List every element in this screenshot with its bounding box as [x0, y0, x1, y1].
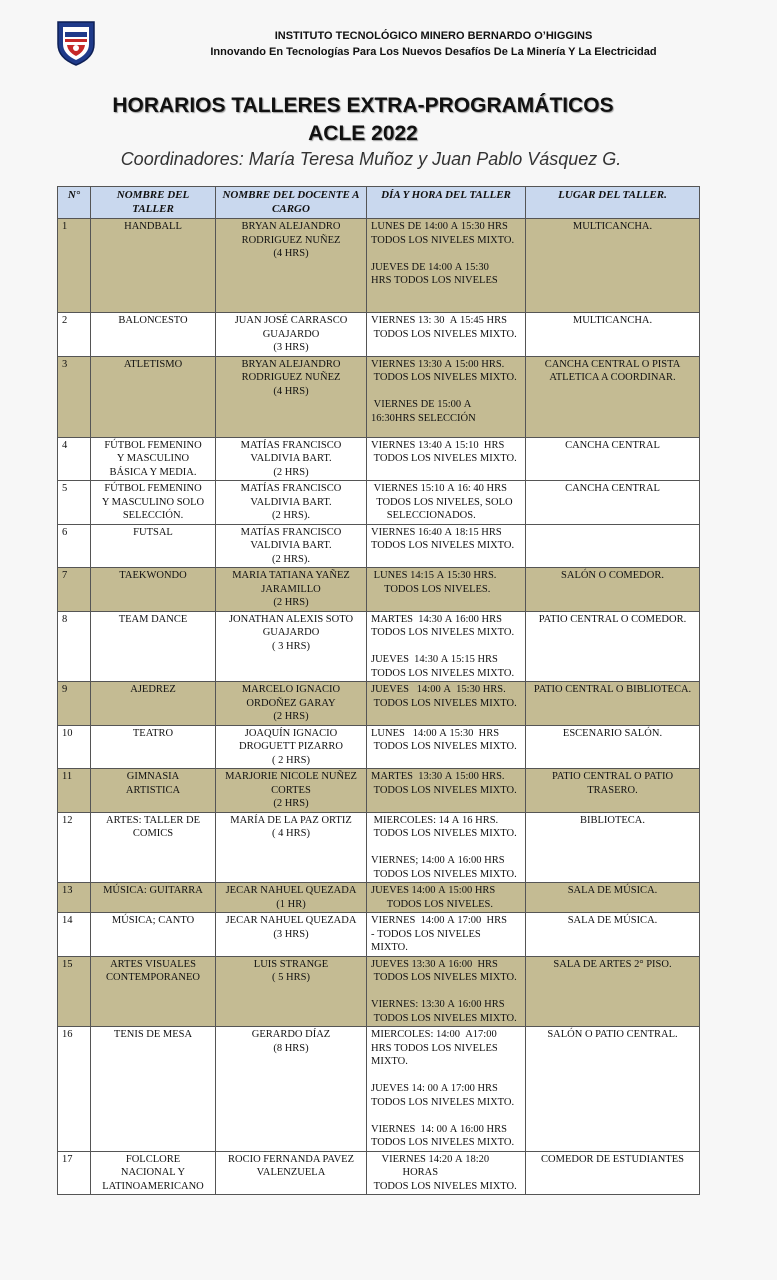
row-number-line: 11 — [62, 771, 73, 782]
teacher-name — [216, 611, 367, 682]
table-row — [58, 682, 700, 726]
workshop-name-line: COMICS — [132, 828, 174, 839]
row-number — [58, 1027, 91, 1152]
teacher-name-line: MARJORIE NICOLE NUÑEZ — [225, 771, 357, 782]
schedule-time-line: TODOS LOS NIVELES MIXTO. — [371, 868, 517, 880]
schedule-time — [367, 725, 526, 769]
row-number — [58, 356, 91, 437]
schedule-time-line: TODOS LOS NIVELES MIXTO. — [371, 453, 517, 464]
workshop-place — [526, 1151, 700, 1195]
teacher-name-line: (2 HRS) — [273, 597, 309, 608]
workshop-name-line: FÚTBOL FEMENINO — [104, 439, 202, 451]
workshop-name — [91, 1027, 216, 1152]
table-row — [58, 1151, 700, 1195]
row-number-line: 15 — [62, 958, 73, 970]
schedule-time — [367, 356, 526, 437]
row-number-line: 9 — [62, 684, 68, 695]
schedule-time — [367, 682, 526, 726]
schedule-time-line: TODOS LOS NIVELES MIXTO. — [371, 784, 517, 796]
row-number — [58, 568, 91, 612]
row-number — [58, 883, 91, 913]
schedule-time-line: JUEVES 14:00 A 15:30 HRS. — [371, 684, 506, 695]
workshop-place-line: TRASERO. — [587, 784, 638, 796]
workshop-place — [526, 524, 700, 568]
teacher-name-line: ROCIO FERNANDA PAVEZ — [227, 1153, 355, 1165]
teacher-name — [216, 1151, 367, 1195]
workshop-name-line: BALONCESTO — [118, 315, 188, 326]
teacher-name-line: JARAMILLO — [261, 583, 321, 595]
schedule-table — [57, 186, 700, 1195]
workshop-place-line: PATIO CENTRAL O BIBLIOTECA. — [533, 684, 692, 695]
workshop-name-line: ATLETISMO — [123, 358, 183, 370]
workshop-place — [526, 769, 700, 813]
workshop-name-line: BÁSICA Y MEDIA. — [109, 466, 197, 478]
page-title: HORARIOS TALLERES EXTRA-PROGRAMÁTICOS — [112, 94, 614, 117]
teacher-name — [216, 1027, 367, 1152]
workshop-place — [526, 956, 700, 1027]
schedule-time-line: TODOS LOS NIVELES MIXTO. — [371, 234, 515, 246]
row-number — [58, 956, 91, 1027]
header-num: N° — [58, 187, 91, 219]
teacher-name-line: BRYAN ALEJANDRO — [241, 358, 341, 370]
teacher-name-line: DROGUETT PIZARRO — [239, 741, 343, 752]
table-row — [58, 956, 700, 1027]
schedule-time-line: - TODOS LOS NIVELES — [371, 928, 481, 940]
schedule-time-line: MIERCOLES: 14:00 A17:00 — [371, 1029, 497, 1040]
teacher-name-line: GUAJARDO — [262, 328, 320, 340]
schedule-time-line: MIXTO. — [371, 942, 408, 953]
header-workshop-name: NOMBRE DEL TALLER — [91, 187, 216, 219]
schedule-time — [367, 1151, 526, 1195]
schedule-time — [367, 812, 526, 883]
header-place: LUGAR DEL TALLER. — [526, 187, 700, 219]
row-number — [58, 682, 91, 726]
teacher-name — [216, 682, 367, 726]
row-number — [58, 524, 91, 568]
workshop-name-line: ARTES: TALLER DE — [106, 814, 200, 826]
schedule-time-line: TODOS LOS NIVELES MIXTO. — [371, 697, 517, 709]
header-teacher: NOMBRE DEL DOCENTE A CARGO — [216, 187, 367, 219]
workshop-place-line: CANCHA CENTRAL O PISTA — [544, 358, 681, 370]
schedule-time-line: VIERNES 16:40 A 18:15 HRS — [371, 526, 502, 538]
teacher-name — [216, 956, 367, 1027]
schedule-time-line: VIERNES 14: 00 A 16:00 HRS — [371, 1123, 507, 1135]
workshop-name — [91, 313, 216, 357]
teacher-name — [216, 437, 367, 481]
teacher-name-line: (8 HRS) — [273, 1042, 309, 1054]
row-number-line: 6 — [62, 526, 68, 538]
workshop-name — [91, 913, 216, 957]
teacher-name-line: GUAJARDO — [262, 627, 320, 638]
schedule-time-line: VIERNES 15:10 A 16: 40 HRS — [371, 483, 507, 494]
teacher-name-line: ( 2 HRS) — [272, 754, 310, 766]
row-number-line: 2 — [62, 315, 68, 326]
table-row — [58, 725, 700, 769]
schedule-time-line: MIXTO. — [371, 1056, 408, 1067]
schedule-time-line: LUNES DE 14:00 A 15:30 HRS — [371, 221, 508, 232]
schedule-time-line: VIERNES: 13:30 A 16:00 HRS — [371, 999, 505, 1010]
workshop-place-line: SALA DE MÚSICA. — [567, 885, 658, 896]
workshop-name-line: Y MASCULINO — [116, 453, 190, 464]
schedule-time-line: VIERNES; 14:00 A 16:00 HRS — [371, 855, 505, 866]
teacher-name-line: JECAR NAHUEL QUEZADA — [225, 915, 357, 926]
workshop-name — [91, 219, 216, 313]
workshop-place-line: BIBLIOTECA. — [579, 814, 646, 826]
workshop-place — [526, 568, 700, 612]
workshop-place-line: SALA DE MÚSICA. — [567, 915, 658, 926]
workshop-name — [91, 524, 216, 568]
workshop-name-line: Y MASCULINO SOLO — [101, 496, 205, 508]
schedule-time-line: TODOS LOS NIVELES MIXTO. — [371, 372, 517, 383]
table-row — [58, 481, 700, 525]
row-number-line: 7 — [62, 570, 68, 581]
workshop-place-line: CANCHA CENTRAL — [565, 483, 660, 494]
teacher-name-line: JECAR NAHUEL QUEZADA — [225, 885, 357, 896]
schedule-time — [367, 524, 526, 568]
schedule-time-line: TODOS LOS NIVELES, SOLO — [371, 496, 513, 508]
workshop-name-line: GIMNASIA — [126, 771, 180, 782]
workshop-name-line: CONTEMPORANEO — [106, 972, 200, 983]
teacher-name — [216, 524, 367, 568]
schedule-time-line: MARTES 14:30 A 16:00 HRS — [371, 613, 502, 625]
teacher-name-line: ( 4 HRS) — [272, 828, 310, 839]
workshop-name — [91, 812, 216, 883]
schedule-time — [367, 313, 526, 357]
workshop-place-line: MULTICANCHA. — [572, 315, 653, 326]
workshop-name-line: TEATRO — [132, 727, 174, 739]
institution-name: INSTITUTO TECNOLÓGICO MINERO BERNARDO O’HIGGINS — [274, 30, 593, 42]
teacher-name-line: JONATHAN ALEXIS SOTO — [228, 613, 354, 625]
row-number — [58, 437, 91, 481]
schedule-time-line: LUNES 14:15 A 15:30 HRS. — [371, 570, 497, 581]
schedule-time-line: TODOS LOS NIVELES MIXTO. — [371, 1096, 515, 1108]
workshop-place — [526, 682, 700, 726]
workshop-name-line: FÚTBOL FEMENINO — [104, 483, 202, 494]
header-day-time: DÍA Y HORA DEL TALLER — [367, 187, 526, 219]
teacher-name-line: (2 HRS). — [272, 510, 310, 521]
schedule-time — [367, 956, 526, 1027]
teacher-name — [216, 568, 367, 612]
row-number — [58, 1151, 91, 1195]
row-number-line: 10 — [62, 727, 73, 739]
workshop-name-line: FUTSAL — [133, 526, 173, 538]
workshop-name-line: SELECCIÓN. — [122, 510, 184, 521]
schedule-time-line: VIERNES DE 15:00 A — [371, 399, 472, 410]
workshop-name-line: ARTES VISUALES — [110, 958, 196, 970]
workshop-place — [526, 356, 700, 437]
table-header-row — [58, 187, 700, 219]
teacher-name-line: GERARDO DÍAZ — [251, 1029, 331, 1040]
teacher-name-line: (4 HRS) — [273, 248, 309, 259]
workshop-name — [91, 481, 216, 525]
workshop-name-line: ARTISTICA — [125, 784, 181, 796]
schedule-time-line: TODOS LOS NIVELES MIXTO. — [371, 1012, 517, 1024]
teacher-name-line: LUIS STRANGE — [253, 958, 329, 970]
workshop-name — [91, 437, 216, 481]
workshop-place-line: SALÓN O PATIO CENTRAL. — [547, 1029, 678, 1040]
teacher-name — [216, 913, 367, 957]
teacher-name-line: (2 HRS) — [273, 711, 309, 722]
row-number-line: 1 — [62, 221, 68, 232]
row-number-line: 12 — [62, 814, 73, 826]
row-number-line: 8 — [62, 613, 68, 625]
teacher-name — [216, 219, 367, 313]
workshop-place-line: SALA DE ARTES 2° PISO. — [553, 958, 672, 970]
teacher-name-line: VALDIVIA BART. — [250, 453, 332, 464]
teacher-name-line: (2 HRS) — [273, 798, 309, 809]
teacher-name-line: (3 HRS) — [273, 928, 309, 940]
table-row — [58, 812, 700, 883]
schedule-time-line: JUEVES 13:30 A 16:00 HRS — [371, 958, 498, 970]
workshop-name-line: MÚSICA; CANTO — [111, 915, 195, 926]
schedule-time-line: MIERCOLES: 14 A 16 HRS. — [371, 814, 499, 826]
schedule-time-line: TODOS LOS NIVELES MIXTO. — [371, 972, 517, 983]
table-row — [58, 913, 700, 957]
row-number — [58, 219, 91, 313]
teacher-name-line: MATÍAS FRANCISCO — [240, 439, 342, 451]
schedule-time-line: VIERNES 13:30 A 15:00 HRS. — [371, 358, 505, 370]
teacher-name — [216, 313, 367, 357]
workshop-name-line: TEAM DANCE — [118, 613, 188, 625]
table-row — [58, 883, 700, 913]
workshop-place — [526, 481, 700, 525]
schedule-time-line: TODOS LOS NIVELES MIXTO. — [371, 828, 517, 839]
schedule-time-line: JUEVES DE 14:00 A 15:30 — [371, 261, 489, 273]
schedule-time — [367, 611, 526, 682]
workshop-place — [526, 913, 700, 957]
workshop-name — [91, 725, 216, 769]
workshop-place-line: ESCENARIO SALÓN. — [562, 727, 663, 739]
schedule-time-line: TODOS LOS NIVELES. — [371, 898, 494, 910]
workshop-place — [526, 437, 700, 481]
table-row — [58, 769, 700, 813]
row-number — [58, 481, 91, 525]
teacher-name — [216, 883, 367, 913]
schedule-time — [367, 769, 526, 813]
workshop-place — [526, 611, 700, 682]
teacher-name-line: ( 5 HRS) — [272, 972, 310, 983]
teacher-name-line: (3 HRS) — [273, 342, 309, 353]
schedule-time-line: HRS TODOS LOS NIVELES — [371, 1042, 498, 1054]
schedule-time — [367, 568, 526, 612]
teacher-name-line: MATÍAS FRANCISCO — [240, 483, 342, 494]
institution-slogan: Innovando En Tecnologías Para Los Nuevos Desafíos De La Minería Y La Electricidad — [210, 46, 657, 58]
table-row — [58, 611, 700, 682]
schedule-time-line: MARTES 13:30 A 15:00 HRS. — [371, 771, 505, 782]
schedule-time-line: HRS TODOS LOS NIVELES — [371, 275, 498, 286]
schedule-time-line: TODOS LOS NIVELES MIXTO. — [371, 328, 517, 340]
row-number-line: 13 — [62, 885, 73, 896]
schedule-time — [367, 219, 526, 313]
teacher-name-line: MATÍAS FRANCISCO — [240, 526, 342, 538]
teacher-name-line: VALDIVIA BART. — [250, 540, 332, 551]
workshop-name — [91, 883, 216, 913]
row-number-line: 3 — [62, 358, 68, 370]
schedule-time-line: TODOS LOS NIVELES MIXTO. — [371, 667, 515, 679]
schedule-time-line: VIERNES 14:20 A 18:20 — [371, 1153, 490, 1165]
workshop-place-line: PATIO CENTRAL O PATIO — [551, 771, 674, 782]
schedule-time-line: TODOS LOS NIVELES MIXTO. — [371, 627, 515, 638]
workshop-name — [91, 682, 216, 726]
teacher-name-line: ORDOÑEZ GARAY — [246, 697, 336, 709]
teacher-name-line: RODRIGUEZ NUÑEZ — [241, 372, 341, 383]
row-number-line: 17 — [62, 1153, 73, 1165]
teacher-name — [216, 481, 367, 525]
workshop-name-line: TENIS DE MESA — [113, 1029, 193, 1040]
workshop-name-line: LATINOAMERICANO — [102, 1180, 204, 1192]
workshop-name — [91, 769, 216, 813]
schedule-time — [367, 883, 526, 913]
workshop-name — [91, 1151, 216, 1195]
table-row — [58, 524, 700, 568]
school-crest-logo — [56, 18, 96, 66]
workshop-name — [91, 956, 216, 1027]
table-row — [58, 313, 700, 357]
schedule-time-line: VIERNES 14:00 A 17:00 HRS — [371, 915, 507, 926]
schedule-time — [367, 481, 526, 525]
teacher-name — [216, 725, 367, 769]
workshop-name-line: AJEDREZ — [130, 684, 176, 695]
teacher-name-line: JOAQUÍN IGNACIO — [244, 727, 338, 739]
workshop-name — [91, 611, 216, 682]
workshop-name — [91, 356, 216, 437]
teacher-name — [216, 769, 367, 813]
table-row — [58, 437, 700, 481]
schedule-time-line: LUNES 14:00 A 15:30 HRS — [371, 727, 500, 739]
schedule-time-line: HORAS — [371, 1167, 439, 1178]
teacher-name-line: (2 HRS). — [272, 553, 310, 565]
workshop-place — [526, 313, 700, 357]
schedule-time-line: TODOS LOS NIVELES MIXTO. — [371, 741, 517, 752]
schedule-time — [367, 1027, 526, 1152]
row-number-line: 4 — [62, 439, 68, 451]
teacher-name — [216, 812, 367, 883]
schedule-time-line: TODOS LOS NIVELES MIXTO. — [371, 540, 515, 551]
workshop-place — [526, 725, 700, 769]
workshop-name — [91, 568, 216, 612]
page-subtitle-year: ACLE 2022 — [308, 122, 418, 145]
document-header — [0, 0, 777, 80]
teacher-name-line: (1 HR) — [276, 898, 306, 910]
schedule-body — [58, 219, 700, 1195]
teacher-name — [216, 356, 367, 437]
schedule-time — [367, 913, 526, 957]
teacher-name-line: RODRIGUEZ NUÑEZ — [241, 234, 341, 246]
teacher-name-line: ( 3 HRS) — [272, 640, 310, 652]
workshop-name-line: NACIONAL Y — [120, 1167, 186, 1178]
row-number-line: 5 — [62, 483, 68, 494]
teacher-name-line: VALENZUELA — [256, 1167, 326, 1178]
schedule-time-line: VIERNES 13: 30 A 15:45 HRS — [371, 315, 507, 326]
teacher-name-line: (2 HRS) — [273, 466, 309, 478]
schedule-time-line: TODOS LOS NIVELES MIXTO. — [371, 1137, 515, 1148]
schedule-time-line: TODOS LOS NIVELES MIXTO. — [371, 1180, 517, 1192]
coordinators-line: Coordinadores: María Teresa Muñoz y Juan Pablo Vásquez G. — [120, 149, 622, 169]
workshop-place-line: ATLETICA A COORDINAR. — [549, 372, 676, 383]
workshop-name-line: TAEKWONDO — [119, 570, 187, 581]
table-row — [58, 568, 700, 612]
schedule-time-line: JUEVES 14:00 A 15:00 HRS — [371, 885, 496, 896]
workshop-place-line: COMEDOR DE ESTUDIANTES — [541, 1153, 684, 1165]
teacher-name-line: BRYAN ALEJANDRO — [241, 221, 341, 232]
table-row — [58, 356, 700, 437]
workshop-place — [526, 1027, 700, 1152]
workshop-place-line: PATIO CENTRAL O COMEDOR. — [538, 613, 687, 625]
schedule-time-line: SELECCIONADOS. — [371, 510, 476, 521]
teacher-name-line: MARCELO IGNACIO — [241, 684, 341, 695]
row-number — [58, 913, 91, 957]
teacher-name-line: CORTES — [271, 784, 311, 796]
workshop-place-line: MULTICANCHA. — [572, 221, 653, 232]
workshop-name-line: FOLCLORE — [125, 1153, 181, 1165]
workshop-place-line: SALÓN O COMEDOR. — [561, 570, 664, 581]
workshop-name-line: HANDBALL — [124, 221, 182, 232]
schedule-time — [367, 437, 526, 481]
row-number — [58, 611, 91, 682]
row-number — [58, 313, 91, 357]
schedule-time-line: VIERNES 13:40 A 15:10 HRS — [371, 439, 505, 451]
workshop-place — [526, 219, 700, 313]
teacher-name-line: VALDIVIA BART. — [250, 496, 332, 508]
schedule-time-line: JUEVES 14:30 A 15:15 HRS — [371, 654, 498, 665]
schedule-time-line: TODOS LOS NIVELES. — [371, 583, 491, 595]
row-number-line: 16 — [62, 1029, 73, 1040]
workshop-name-line: MÚSICA: GUITARRA — [103, 885, 203, 896]
workshop-place — [526, 812, 700, 883]
table-row — [58, 1027, 700, 1152]
schedule-time-line: 16:30HRS SELECCIÓN — [371, 412, 476, 424]
row-number — [58, 769, 91, 813]
schedule-time-line: JUEVES 14: 00 A 17:00 HRS — [371, 1083, 498, 1094]
row-number — [58, 812, 91, 883]
workshop-place — [526, 883, 700, 913]
table-row — [58, 219, 700, 313]
row-number — [58, 725, 91, 769]
teacher-name-line: MARIA TATIANA YAÑEZ — [232, 570, 350, 581]
teacher-name-line: MARÍA DE LA PAZ ORTIZ — [230, 814, 352, 826]
row-number-line: 14 — [62, 915, 73, 926]
teacher-name-line: JUAN JOSÉ CARRASCO — [234, 315, 348, 326]
workshop-place-line: CANCHA CENTRAL — [565, 439, 660, 451]
teacher-name-line: (4 HRS) — [273, 385, 309, 397]
